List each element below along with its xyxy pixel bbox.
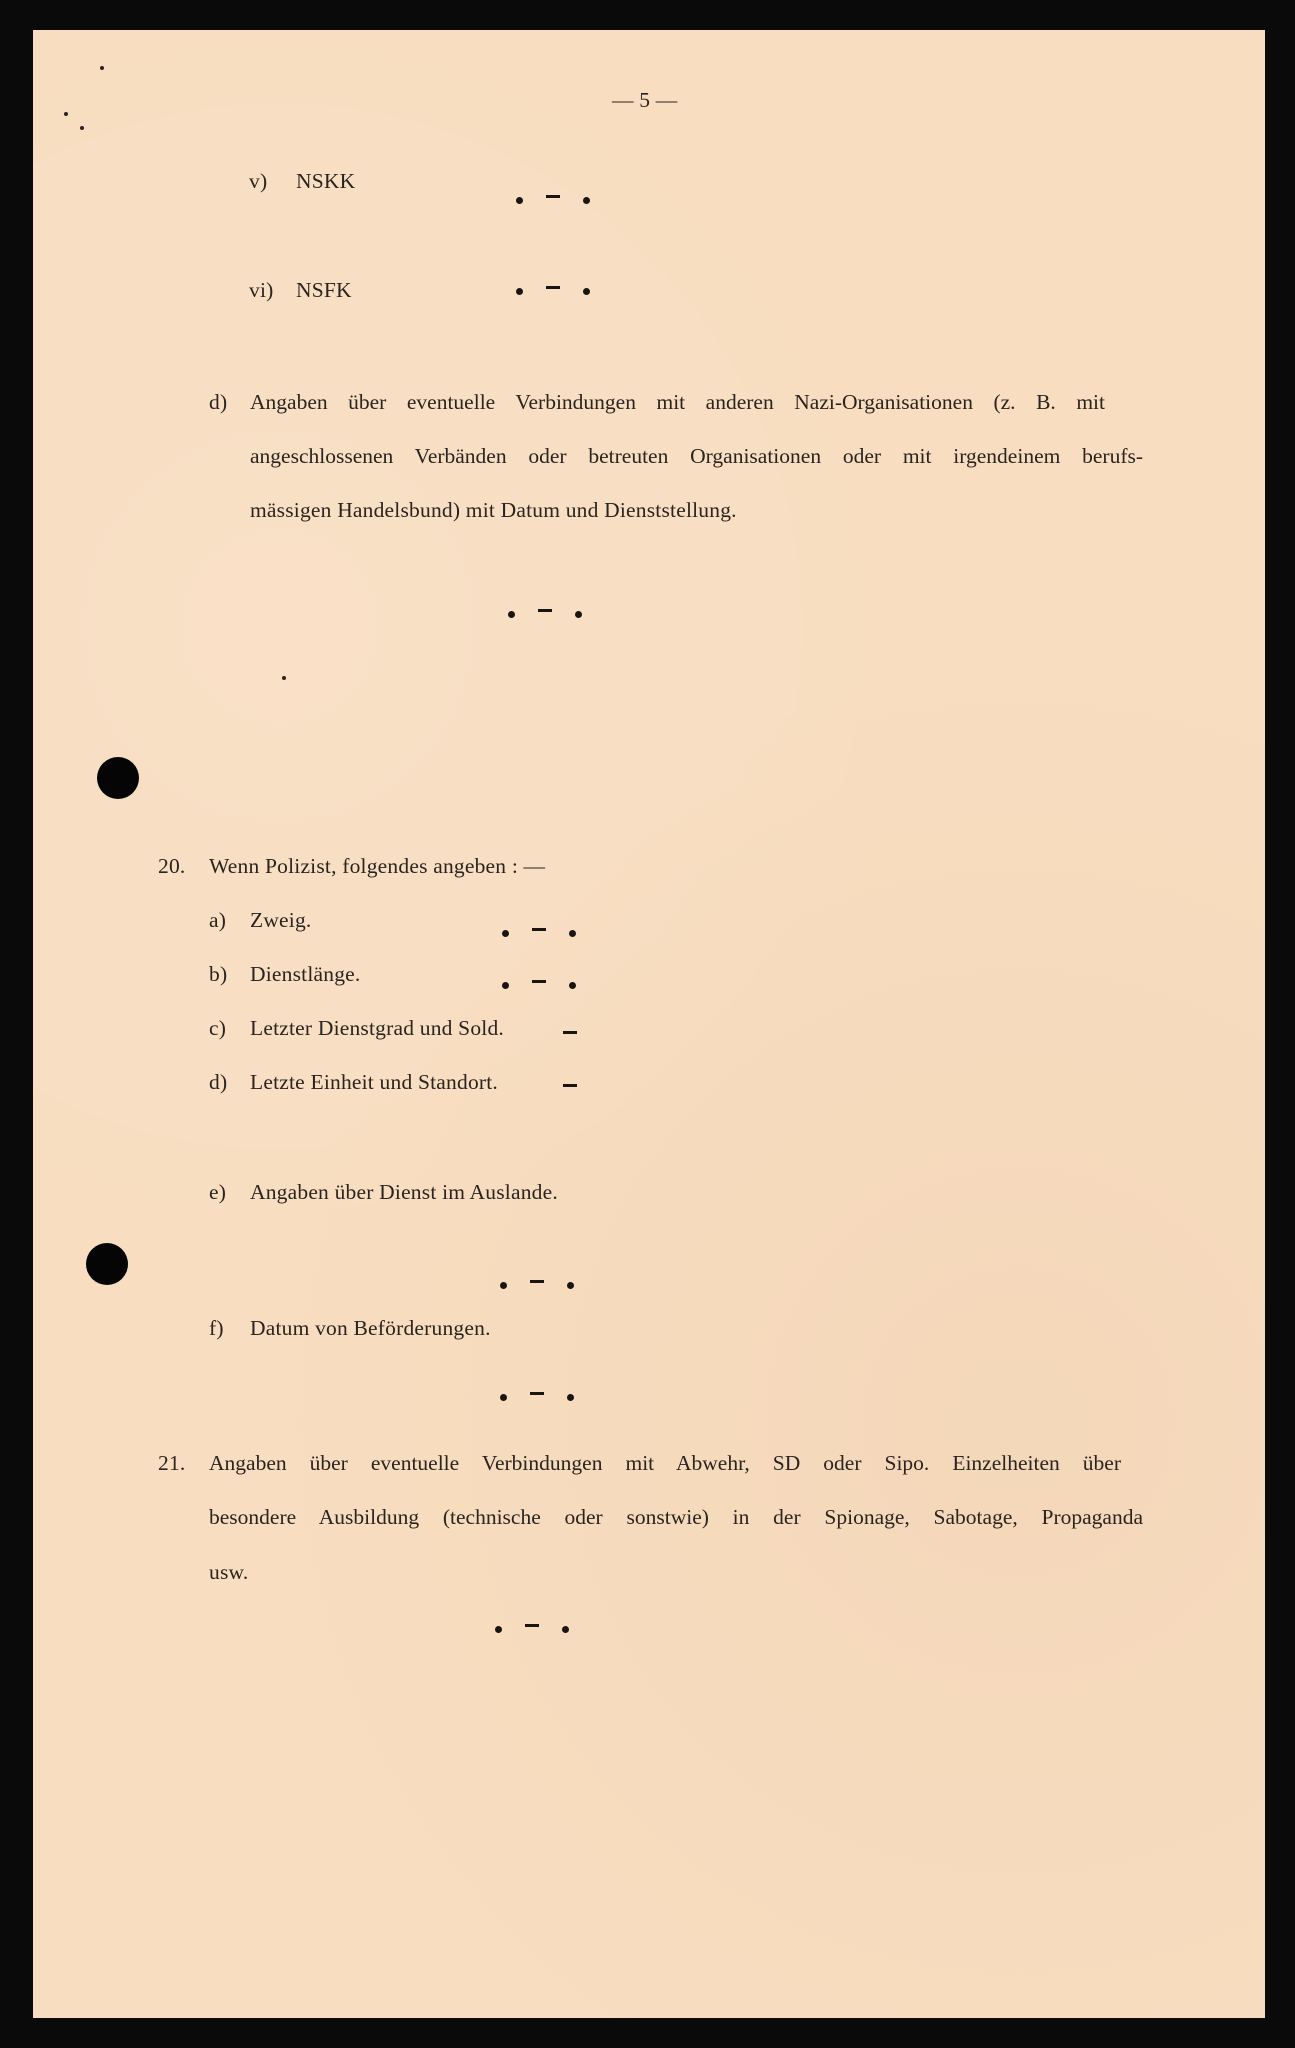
q20-d-label: Letzte Einheit und Standort.: [250, 1070, 499, 1094]
q20-a-marker: a): [209, 908, 227, 932]
ditto-mark: [502, 978, 576, 990]
punch-hole-top: [97, 757, 139, 799]
question-21-line-1: Angaben über eventuelle Verbindungen mit Abwehr, SD oder Sipo. Einzelheiten über: [209, 1451, 1121, 1475]
paper-speck: [282, 676, 286, 680]
question-20-text: Wenn Polizist, folgendes angeben : —: [209, 854, 546, 878]
page-number: — 5 —: [612, 88, 678, 112]
dash-mark: [563, 1084, 577, 1087]
dash-mark: [563, 1031, 577, 1034]
ditto-mark: [516, 193, 590, 205]
q20-c-label: Letzter Dienstgrad und Sold.: [250, 1016, 504, 1040]
q20-c-marker: c): [209, 1016, 227, 1040]
item-d-line-3: mässigen Handelsbund) mit Datum und Dienststellung.: [250, 498, 737, 522]
ditto-mark: [500, 1390, 574, 1402]
q20-f-label: Datum von Beförderungen.: [250, 1316, 491, 1340]
ditto-mark: [502, 926, 576, 938]
punch-hole-bottom: [86, 1243, 128, 1285]
ditto-mark: [516, 284, 590, 296]
q20-e-label: Angaben über Dienst im Auslande.: [250, 1180, 558, 1204]
ditto-mark: [500, 1278, 574, 1290]
ditto-mark: [508, 607, 582, 619]
question-21-line-2: besondere Ausbildung (technische oder sonstwie) in der Spionage, Sabotage, Propaganda: [209, 1505, 1143, 1529]
item-d-line-1: Angaben über eventuelle Verbindungen mit anderen Nazi-Organisationen (z. B. mit: [250, 390, 1105, 414]
ditto-mark: [495, 1622, 569, 1634]
q20-e-marker: e): [209, 1180, 227, 1204]
question-20-number: 20.: [158, 854, 186, 878]
paper-speck: [64, 112, 68, 116]
q20-a-label: Zweig.: [250, 908, 312, 932]
item-v-label: NSKK: [296, 169, 356, 193]
item-vi-marker: vi): [249, 278, 274, 302]
item-d-marker: d): [209, 390, 228, 414]
item-vi-label: NSFK: [296, 278, 352, 302]
question-21-number: 21.: [158, 1451, 186, 1475]
q20-d-marker: d): [209, 1070, 228, 1094]
item-d-line-2: angeschlossenen Verbänden oder betreuten Organisationen oder mit irgendeinem berufs-: [250, 444, 1143, 468]
paper-speck: [100, 66, 104, 70]
question-21-line-3: usw.: [209, 1560, 249, 1584]
item-v-marker: v): [249, 169, 268, 193]
paper-speck: [80, 126, 84, 130]
q20-b-label: Dienstlänge.: [250, 962, 361, 986]
q20-f-marker: f): [209, 1316, 224, 1340]
q20-b-marker: b): [209, 962, 228, 986]
